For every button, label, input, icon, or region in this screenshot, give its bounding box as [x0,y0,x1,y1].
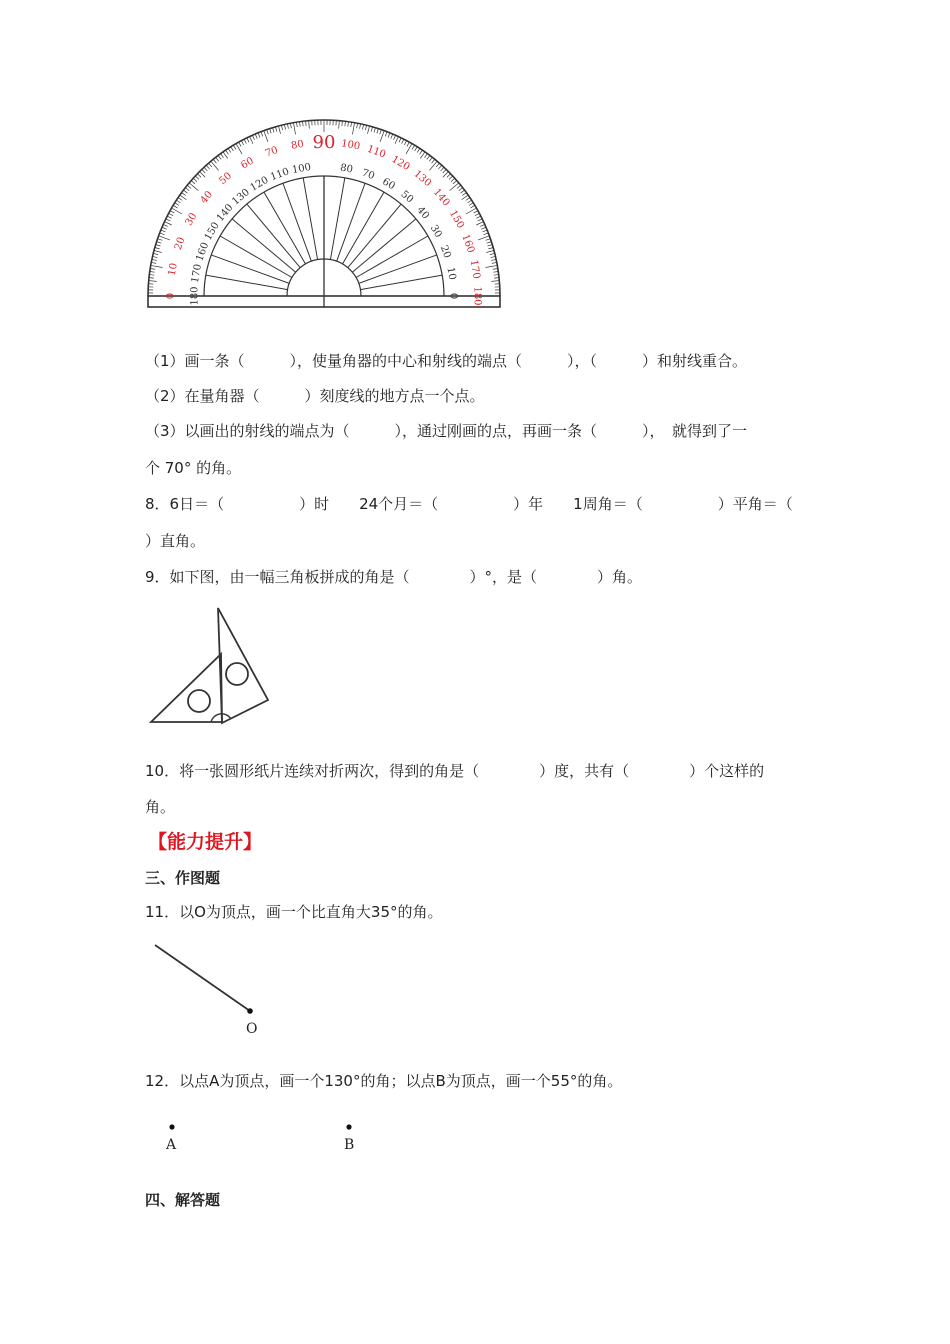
protractor-tick [206,165,209,169]
protractor-tick [221,154,224,158]
protractor-outer-label: 80 [290,138,305,152]
protractor-radial-line [206,275,288,289]
protractor-tick [459,188,463,191]
protractor-tick [261,132,263,137]
protractor-tick [450,183,459,191]
section-title: 【能力提升】 [148,831,263,853]
protractor-tick [385,132,387,137]
protractor-radial-line [360,275,442,289]
protractor-tick [412,145,415,149]
protractor-tick [172,208,182,214]
protractor-tick [247,138,249,142]
protractor-tick [443,169,446,173]
protractor-tick [417,148,420,152]
protractor-tick [180,195,187,200]
protractor-tick [345,121,346,126]
protractor-inner-label: 180 [189,286,201,306]
q8-line1: 8．6日＝（ ）时 24个月＝（ ）年 1周角＝（ ）平角＝（ [145,495,793,513]
protractor-tick [152,259,157,260]
protractor-tick [150,268,155,269]
protractor-tick [451,178,455,181]
protractor-tick [447,174,451,177]
protractor-tick [195,176,199,179]
protractor-tick [492,262,497,263]
protractor-tick [391,134,393,139]
protractor-tick [476,222,483,225]
protractor-tick [151,265,163,267]
protractor-tick [493,268,498,269]
protractor-tick [486,265,498,267]
vertex-o-dot [247,1008,253,1014]
protractor-tick [474,211,478,213]
protractor-outer-label: 150 [446,208,467,231]
protractor-tick [488,247,493,248]
protractor-tick [367,126,369,134]
protractor-inner-label: 100 [291,161,312,177]
protractor-tick [467,200,471,203]
protractor-tick [175,203,179,206]
protractor-tick [486,239,491,241]
protractor-tick [429,161,437,170]
protractor-tick [228,148,231,152]
protractor-tick [233,145,236,149]
protractor-inner-label: 40 [414,204,432,222]
protractor-tick [153,256,158,257]
protractor-tick [178,198,182,201]
protractor-tick [406,144,412,154]
protractor-tick [365,125,366,130]
protractor-tick [309,121,310,129]
protractor-tick [491,281,499,282]
protractor-tick [241,141,243,145]
q7-step1: （1）画一条（ ），使量角器的中心和射线的端点（ ），（ ）和射线重合。 [145,352,748,370]
protractor-tick [191,181,195,184]
protractor-tick [466,208,476,214]
protractor-tick [163,224,168,226]
protractor-radial-line [232,219,296,272]
protractor-tick [157,242,162,244]
ray-line [155,945,250,1011]
protractor-tick [155,247,160,248]
protractor-tick [388,133,390,138]
protractor-tick [449,176,453,179]
protractor-tick [339,121,340,129]
protractor-inner-label: 160 [194,241,212,263]
protractor-tick [154,250,162,252]
protractor-tick [407,142,409,146]
protractor-tick [273,128,274,133]
protractor-outer-label: 20 [172,235,188,252]
protractor-tick [187,185,191,188]
protractor-tick [475,213,479,215]
protractor-outer-label: 0 [165,292,177,300]
protractor-tick [453,181,457,184]
protractor-outer-label: 140 [430,186,452,209]
protractor-tick [399,138,401,142]
protractor-outer-label: 110 [365,143,388,161]
protractor-outer-label: 60 [239,155,256,172]
protractor-tick [487,242,492,244]
protractor-inner-label: 130 [230,186,252,208]
protractor-tick [420,152,425,159]
triangle-hole-left [188,690,210,712]
protractor-inner-label: 170 [189,263,205,284]
protractor-outer-label: 50 [217,170,235,188]
point-b-dot [346,1124,351,1129]
protractor-tick [296,122,297,127]
protractor-tick [488,245,493,246]
protractor-tick [236,144,242,154]
protractor-tick [185,188,189,191]
part3-title: 三、作图题 [145,869,221,887]
part4-title: 四、解答题 [145,1191,221,1209]
q11-figure [145,938,275,1038]
protractor-tick [494,278,499,279]
protractor-tick [462,193,466,196]
protractor-tick [281,125,282,130]
q8-line2: ）直角。 [145,532,206,550]
protractor-tick [438,165,441,169]
protractor-tick [342,121,343,126]
protractor-inner-label: 20 [437,244,453,260]
protractor-tick [490,253,495,254]
protractor-tick [161,230,166,232]
protractor-tick [466,198,470,201]
q12-text: 12．以点A为顶点，画一个130°的角；以点B为顶点，画一个55°的角。 [145,1072,623,1090]
protractor-tick [250,136,253,143]
protractor-tick [255,134,257,139]
protractor-tick [216,157,219,161]
protractor-tick [160,233,165,235]
protractor-radial-line [352,219,416,272]
protractor-tick [436,163,439,167]
protractor-inner-label: 80 [339,162,354,176]
q12-figure [145,1118,385,1158]
protractor-tick [275,127,276,132]
protractor-tick [173,205,177,208]
protractor-tick [169,213,173,215]
protractor-tick [303,121,304,126]
protractor-tick [231,147,234,151]
protractor-tick [151,262,156,263]
protractor-tick [377,129,379,134]
protractor-outer-label: 120 [389,153,412,174]
point-b-label: B [344,1137,355,1153]
protractor-tick [153,253,158,254]
protractor-outer-label: 160 [459,232,477,255]
protractor-inner-label: 110 [269,166,291,184]
protractor-tick [420,150,423,154]
protractor-tick [352,123,354,135]
protractor-tick [176,200,180,203]
protractor-tick [462,195,469,200]
protractor-tick [394,135,396,140]
protractor-tick [486,250,494,252]
protractor-tick [244,139,246,143]
protractor-tick [226,150,229,154]
protractor-tick [427,155,430,159]
protractor-tick [425,154,428,158]
q7-step2: （2）在量角器（ ）刻度线的地方点一个点。 [145,387,485,405]
protractor-tick [481,227,486,229]
protractor-tick [156,245,161,246]
q7-step3-line1: （3）以画出的射线的端点为（ ），通过刚画的点，再画一条（ ）， 就得到了一 [145,422,748,440]
protractor-tick [483,230,488,232]
protractor-tick [270,129,272,134]
protractor-tick [360,124,361,129]
protractor-tick [213,159,216,163]
protractor-inner-label: 50 [398,188,416,206]
protractor-inner-label: 70 [360,167,376,183]
protractor-tick [149,278,154,279]
q10-line2: 角。 [145,798,176,816]
protractor-tick [209,163,212,167]
protractor-tick [374,128,375,133]
protractor-tick [476,216,480,218]
protractor-tick [252,135,254,140]
protractor-tick [166,219,170,221]
protractor-outer-label: 180 [471,286,483,306]
q9-text: 9．如下图，由一幅三角板拼成的角是（ ）°，是（ ）角。 [145,568,643,586]
protractor-tick [494,275,499,276]
protractor-inner-label: 30 [427,223,444,240]
protractor-figure [145,118,507,312]
protractor-radial-line [330,178,344,260]
triangle-45 [151,654,222,722]
protractor-tick [493,272,498,273]
protractor-tick [287,124,288,129]
vertex-o-label: O [246,1021,258,1037]
protractor-tick [290,123,291,128]
protractor-tick [429,157,432,161]
protractor-tick [167,216,171,218]
protractor-tick [158,239,163,241]
protractor-outer-label: 90 [312,132,336,153]
protractor-inner-label: 140 [214,202,236,224]
protractor-tick [162,227,167,229]
protractor-tick [204,167,207,171]
protractor-inner-label: 0 [447,292,459,300]
protractor-tick [202,169,205,173]
protractor-tick [164,222,171,225]
protractor-tick [149,275,154,276]
protractor-tick [239,142,241,146]
triangle-set-figure [145,605,275,727]
protractor-radial-line [303,178,317,260]
protractor-tick [461,190,465,193]
triangle-hole-right [226,663,248,685]
protractor-tick [258,133,260,138]
protractor-tick [284,125,285,130]
protractor-tick [278,126,280,134]
protractor-tick [491,259,496,260]
protractor-inner-label: 10 [444,266,458,281]
q7-step3-line2: 个 70° 的角。 [145,459,242,477]
protractor-tick [380,130,382,135]
protractor-tick [267,130,269,135]
protractor-tick [469,203,473,206]
protractor-tick [351,122,352,127]
protractor-tick [211,161,219,170]
protractor-tick [478,219,482,221]
protractor-tick [402,139,404,143]
protractor-inner-label: 120 [248,174,271,194]
protractor-inner-label: 150 [202,220,222,243]
protractor-tick [491,256,496,257]
q11-text: 11．以O为顶点，画一个比直角大35°的角。 [145,903,443,921]
protractor-tick [189,183,198,191]
protractor-outer-label: 130 [411,168,434,190]
protractor-outer-label: 100 [340,138,361,153]
protractor-inner-label: 60 [380,176,397,193]
protractor-tick [170,211,174,213]
protractor-tick [183,190,187,193]
protractor-tick [357,123,358,128]
protractor-outer-label: 30 [183,211,200,228]
protractor-tick [193,178,197,181]
protractor-tick [404,141,406,145]
protractor-outer-label: 70 [263,144,280,160]
protractor-tick [471,205,475,208]
q10-line1: 10．将一张圆形纸片连续对折两次，得到的角是（ ）度，共有（ ）个这样的 [145,762,765,780]
protractor-tick [218,155,221,159]
protractor-outer-label: 40 [198,189,216,207]
protractor-tick [432,159,435,163]
protractor-tick [306,121,307,126]
protractor-tick [182,193,186,196]
protractor-tick [371,127,372,132]
protractor-tick [362,125,363,130]
protractor-radial-line [247,204,300,268]
protractor-tick [441,167,444,171]
protractor-tick [395,136,398,143]
protractor-tick [457,185,461,188]
protractor-tick [293,123,295,135]
protractor-outer-label: 10 [166,262,180,277]
protractor-tick [348,122,349,127]
protractor-tick [480,224,485,226]
protractor-tick [150,272,155,273]
point-a-dot [169,1124,174,1129]
protractor-tick [300,122,301,127]
protractor-radial-line [348,204,401,268]
point-a-label: A [166,1137,177,1153]
protractor-tick [223,152,228,159]
protractor-outer-label: 170 [467,259,482,280]
protractor-tick [484,233,489,235]
protractor-tick [149,281,157,282]
protractor-tick [197,174,201,177]
protractor-tick [415,147,418,151]
